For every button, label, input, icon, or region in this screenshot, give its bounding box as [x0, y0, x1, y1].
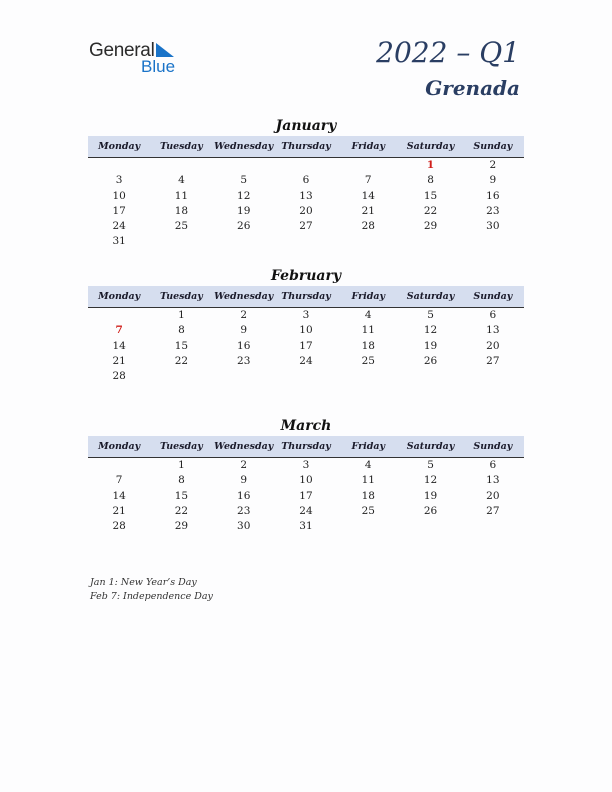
day-cell: 17 — [112, 204, 126, 217]
week-row — [88, 189, 524, 204]
day-cell — [88, 308, 150, 323]
day-cell: 6 — [489, 309, 497, 321]
day-cell: 31 — [299, 520, 313, 533]
day-cell: 20 — [486, 489, 500, 502]
day-cell: 7 — [364, 174, 372, 187]
day-cell — [337, 519, 399, 534]
day-cell: 27 — [486, 504, 500, 517]
day-cell: 13 — [486, 324, 500, 337]
day-cell — [275, 158, 337, 173]
day-cell: 8 — [178, 474, 185, 487]
day-cell — [399, 369, 461, 384]
weekday-label: Saturday — [406, 141, 455, 152]
day-cell — [150, 158, 212, 173]
day-cell: 15 — [174, 489, 189, 502]
day-cell: 29 — [423, 220, 438, 233]
weekday-label: Tuesday — [160, 291, 203, 302]
day-cell: 23 — [486, 204, 500, 217]
holiday-notes — [90, 576, 213, 603]
day-cell — [88, 458, 150, 473]
weekday-label: Wednesday — [214, 291, 274, 302]
weekday-header — [88, 436, 524, 458]
day-cell: 14 — [361, 189, 375, 202]
week-row — [88, 158, 524, 173]
day-cell: 12 — [237, 189, 251, 202]
weekday-label: Sunday — [473, 441, 513, 452]
day-cell: 18 — [361, 339, 375, 352]
day-cell: 7 — [115, 474, 123, 487]
weekday-label: Friday — [351, 441, 386, 452]
day-cell: 9 — [240, 474, 248, 487]
day-cell: 3 — [115, 174, 123, 187]
day-cell: 15 — [174, 339, 189, 352]
country-name: Grenada — [425, 76, 520, 100]
weekday-label: Thursday — [281, 441, 331, 452]
day-cell: 23 — [237, 504, 251, 517]
day-cell: 12 — [423, 474, 438, 487]
weekday-label: Wednesday — [214, 141, 274, 152]
day-cell: 4 — [364, 459, 372, 471]
week-row — [88, 173, 524, 188]
weekday-label: Saturday — [406, 441, 455, 452]
day-cell: 26 — [423, 504, 438, 517]
page-title: 2022 – Q1 — [376, 36, 520, 69]
weekday-label: Wednesday — [214, 441, 274, 452]
day-cell: 13 — [486, 474, 500, 487]
day-cell: 30 — [237, 520, 251, 533]
day-cell: 20 — [486, 339, 500, 352]
day-cell: 2 — [240, 459, 248, 471]
day-cell: 21 — [112, 354, 126, 367]
day-cell: 1 — [178, 309, 185, 321]
weekday-label: Monday — [98, 291, 141, 302]
day-cell: 11 — [361, 474, 375, 487]
day-cell: 22 — [423, 204, 438, 217]
day-cell: 19 — [423, 339, 438, 352]
logo-general-text: General — [89, 40, 155, 61]
day-cell: 17 — [299, 339, 313, 352]
day-cell: 1 — [426, 159, 435, 171]
day-cell: 5 — [240, 174, 248, 187]
day-cell: 24 — [299, 354, 313, 367]
day-cell: 3 — [302, 309, 310, 321]
day-cell: 11 — [174, 189, 189, 202]
week-row — [88, 458, 524, 473]
day-cell: 8 — [427, 174, 434, 187]
day-cell: 6 — [302, 174, 310, 187]
month-name: February — [270, 268, 341, 284]
day-cell: 11 — [361, 324, 375, 337]
month-march — [88, 416, 524, 534]
weekday-label: Tuesday — [160, 441, 203, 452]
day-cell: 23 — [237, 354, 251, 367]
month-january — [88, 116, 524, 250]
week-row — [88, 519, 524, 534]
day-cell: 14 — [112, 339, 126, 352]
day-cell: 27 — [299, 220, 313, 233]
weekday-header — [88, 286, 524, 308]
month-name: January — [275, 118, 337, 134]
holiday-note: Feb 7: Independence Day — [90, 590, 213, 602]
weekday-label: Monday — [98, 441, 141, 452]
logo-blue-text: Blue — [141, 57, 176, 76]
day-cell: 21 — [361, 204, 375, 217]
day-cell: 16 — [237, 489, 251, 502]
week-row — [88, 473, 524, 488]
day-cell — [88, 158, 150, 173]
day-cell: 18 — [174, 204, 189, 217]
day-cell — [213, 158, 275, 173]
day-cell — [213, 234, 275, 249]
day-cell: 26 — [423, 354, 438, 367]
day-cell: 17 — [299, 489, 313, 502]
day-cell: 2 — [489, 159, 497, 171]
day-cell — [337, 234, 399, 249]
week-row — [88, 369, 524, 384]
day-cell: 13 — [299, 189, 313, 202]
day-cell — [275, 369, 337, 384]
day-cell — [462, 519, 524, 534]
weekday-label: Monday — [98, 141, 141, 152]
month-name: March — [280, 418, 332, 434]
week-row — [88, 489, 524, 504]
day-cell: 15 — [423, 189, 438, 202]
month-february — [88, 266, 524, 384]
weekday-label: Friday — [351, 291, 386, 302]
day-cell: 10 — [112, 189, 126, 202]
day-cell: 4 — [178, 174, 185, 187]
day-cell: 30 — [486, 220, 500, 233]
day-cell: 4 — [364, 309, 372, 321]
day-cell — [462, 369, 524, 384]
weekday-label: Sunday — [473, 291, 513, 302]
week-row — [88, 234, 524, 249]
day-cell — [462, 234, 524, 249]
weekday-label: Thursday — [281, 291, 331, 302]
day-cell: 19 — [237, 204, 251, 217]
week-row — [88, 204, 524, 219]
day-cell: 2 — [240, 309, 248, 321]
day-cell — [337, 158, 399, 173]
weekday-header — [88, 136, 524, 158]
week-row — [88, 504, 524, 519]
day-cell — [399, 519, 461, 534]
day-cell: 31 — [112, 235, 126, 248]
day-cell: 18 — [361, 489, 375, 502]
week-row — [88, 323, 524, 338]
day-cell: 28 — [361, 220, 375, 233]
weekday-label: Thursday — [281, 141, 331, 152]
generalblue-logo — [89, 40, 189, 76]
day-cell: 16 — [486, 189, 500, 202]
day-cell: 8 — [178, 324, 185, 337]
day-cell: 5 — [427, 459, 434, 471]
week-row — [88, 354, 524, 369]
day-cell: 16 — [237, 339, 251, 352]
day-cell — [150, 234, 212, 249]
day-cell: 21 — [112, 504, 126, 517]
day-cell: 10 — [299, 324, 313, 337]
day-cell — [399, 234, 461, 249]
day-cell: 27 — [486, 354, 500, 367]
day-cell: 24 — [299, 504, 313, 517]
week-row — [88, 219, 524, 234]
day-cell: 25 — [174, 220, 189, 233]
day-cell: 12 — [423, 324, 438, 337]
holiday-note: Jan 1: New Year’s Day — [90, 577, 197, 588]
day-cell: 22 — [174, 504, 189, 517]
weekday-label: Sunday — [473, 141, 513, 152]
day-cell: 29 — [174, 520, 189, 533]
day-cell — [213, 369, 275, 384]
day-cell: 7 — [115, 324, 123, 337]
day-cell — [337, 369, 399, 384]
day-cell: 6 — [489, 459, 497, 471]
day-cell: 19 — [423, 489, 438, 502]
day-cell: 26 — [237, 220, 251, 233]
day-cell: 9 — [489, 174, 497, 187]
day-cell: 1 — [178, 459, 185, 471]
day-cell: 5 — [427, 309, 434, 321]
day-cell: 28 — [112, 370, 126, 383]
weekday-label: Saturday — [406, 291, 455, 302]
day-cell: 10 — [299, 474, 313, 487]
day-cell: 9 — [240, 324, 248, 337]
week-row — [88, 308, 524, 323]
day-cell: 22 — [174, 354, 189, 367]
day-cell: 3 — [302, 459, 310, 471]
weekday-label: Tuesday — [160, 141, 203, 152]
day-cell — [275, 234, 337, 249]
day-cell: 25 — [361, 354, 375, 367]
day-cell: 24 — [112, 220, 126, 233]
day-cell — [150, 369, 212, 384]
day-cell: 25 — [361, 504, 375, 517]
week-row — [88, 339, 524, 354]
day-cell: 28 — [112, 520, 126, 533]
weekday-label: Friday — [351, 141, 386, 152]
day-cell: 14 — [112, 489, 126, 502]
day-cell: 20 — [299, 204, 313, 217]
